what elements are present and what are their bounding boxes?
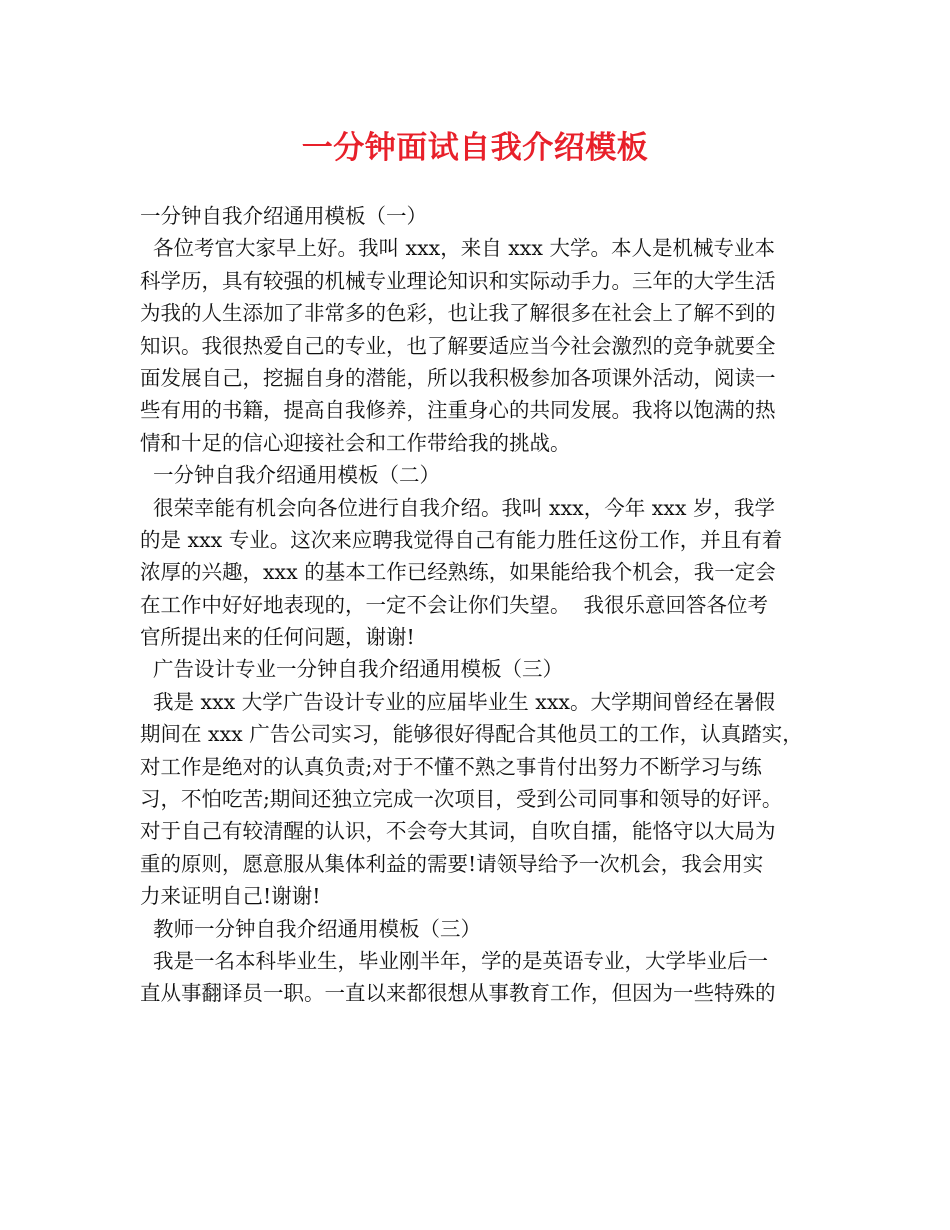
paragraph-line: 情和十足的信心迎接社会和工作带给我的挑战。	[140, 430, 571, 455]
paragraph-line: 些有用的书籍，提高自我修养，注重身心的共同发展。我将以饱满的热	[140, 398, 776, 423]
document-title: 一分钟面试自我介绍模板	[301, 130, 649, 166]
paragraph-line: 习，不怕吃苦;期间还独立完成一次项目，受到公司同事和领导的好评。	[140, 787, 783, 812]
paragraph-line: 各位考官大家早上好。我叫 xxx，来自 xxx 大学。本人是机械专业本	[140, 236, 775, 261]
document-body	[140, 200, 820, 1010]
paragraph-line: 面发展自己，挖掘自身的潜能，所以我积极参加各项课外活动，阅读一	[140, 365, 776, 390]
paragraph-line: 的是 xxx 专业。这次来应聘我觉得自己有能力胜任这份工作，并且有着	[140, 527, 783, 552]
section-heading: 广告设计专业一分钟自我介绍通用模板（三）	[140, 657, 564, 682]
paragraph-line: 重的原则，愿意服从集体利益的需要!请领导给予一次机会，我会用实	[140, 851, 764, 876]
paragraph-line: 科学历，具有较强的机械专业理论知识和实际动手力。三年的大学生活	[140, 268, 776, 293]
paragraph-line: 对工作是绝对的认真负责;对于不懂不熟之事肯付出努力不断学习与练	[140, 754, 762, 779]
section-heading: 一分钟自我介绍通用模板（二）	[140, 463, 441, 488]
paragraph-line: 知识。我很热爱自己的专业，也了解要适应当今社会激烈的竞争就要全	[140, 333, 776, 358]
paragraph-line: 我是一名本科毕业生，毕业刚半年，学的是英语专业，大学毕业后一	[140, 948, 769, 973]
section-heading: 一分钟自我介绍通用模板（一）	[140, 204, 427, 228]
paragraph-line: 浓厚的兴趣，xxx 的基本工作已经熟练，如果能给我个机会，我一定会	[140, 560, 776, 585]
paragraph-line: 官所提出来的任何问题，谢谢!	[140, 625, 415, 650]
section-heading: 教师一分钟自我介绍通用模板（三）	[140, 916, 482, 941]
paragraph-line: 在工作中好好地表现的，一定不会让你们失望。 我很乐意回答各位考	[140, 592, 769, 617]
paragraph-line: 很荣幸能有机会向各位进行自我介绍。我叫 xxx，今年 xxx 岁，我学	[140, 495, 775, 520]
paragraph-line: 对于自己有较清醒的认识，不会夸大其词，自吹自擂，能恪守以大局为	[140, 819, 776, 844]
paragraph-line: 期间在 xxx 广告公司实习，能够很好得配合其他员工的工作，认真踏实，	[140, 722, 803, 747]
paragraph-line: 我是 xxx 大学广告设计专业的应届毕业生 xxx。大学期间曾经在暑假	[140, 689, 775, 714]
paragraph-line: 力来证明自己!谢谢!	[140, 884, 321, 909]
paragraph-line: 为我的人生添加了非常多的色彩，也让我了解很多在社会上了解不到的	[140, 301, 776, 326]
paragraph-line: 直从事翻译员一职。一直以来都很想从事教育工作，但因为一些特殊的	[140, 981, 776, 1006]
